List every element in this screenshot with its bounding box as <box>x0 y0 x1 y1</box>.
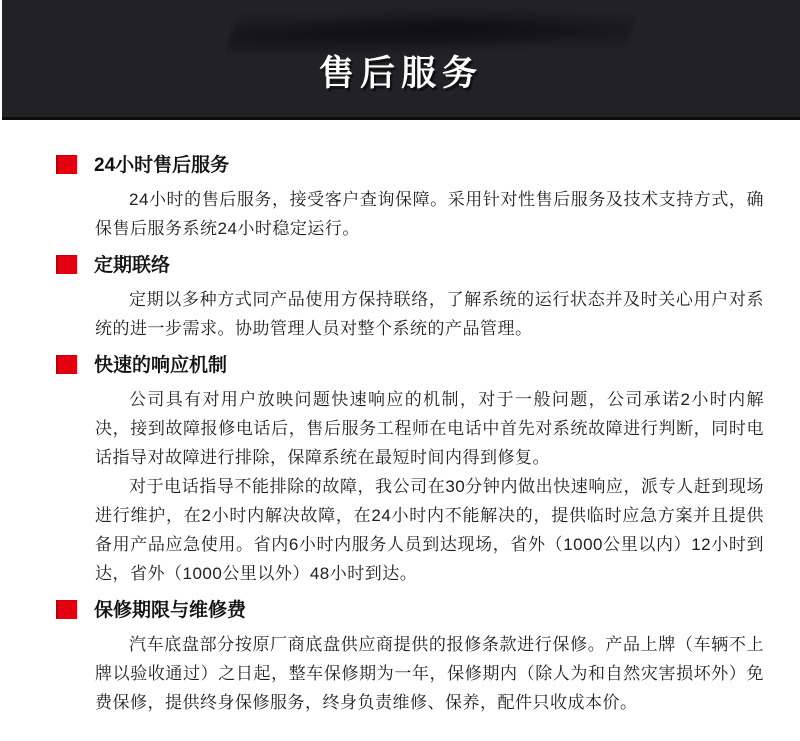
section-heading: 快速的响应机制 <box>94 355 228 376</box>
section-24h-after-sales <box>56 154 764 243</box>
red-square-bullet-icon <box>56 255 77 274</box>
section-paragraph: 对于电话指导不能排除的故障，我公司在30分钟内做出快速响应，派专人赶到现场进行维护，在2小时内解决故障，在24小时内不能解决的，提供临时应急方案并且提供备用产品应急使用。省内6小时内服务人员到达现场，省外（1000公里以内）12小时到达，省外（1000公里以外）48小时到达。 <box>95 477 764 583</box>
section-warranty-fees <box>56 599 764 717</box>
section-body <box>95 385 764 588</box>
section-heading: 保修期限与维修费 <box>94 600 247 621</box>
section-heading: 定期联络 <box>94 255 171 276</box>
red-square-bullet-icon <box>56 355 77 374</box>
page-title: 售后服务 <box>318 53 483 93</box>
section-heading-row <box>56 354 764 378</box>
content-area <box>0 120 800 717</box>
section-heading-row <box>56 254 764 278</box>
section-paragraph: 24小时的售后服务，接受客户查询保障。采用针对性售后服务及技术支持方式，确保售后服务系统24小时稳定运行。 <box>95 190 764 238</box>
section-heading: 24小时售后服务 <box>94 155 230 176</box>
section-body <box>95 185 764 243</box>
section-paragraph: 汽车底盘部分按原厂商底盘供应商提供的报修条款进行保修。产品上牌（车辆不上牌以验收通过）之日起，整车保修期为一年，保修期内（除人为和自然灾害损坏外）免费保修，提供终身保修服务，终身负责维修、保养，配件只收成本价。 <box>95 635 764 712</box>
section-heading-row <box>56 154 764 178</box>
section-body <box>95 285 764 343</box>
page-header <box>2 0 800 120</box>
red-square-bullet-icon <box>56 600 77 619</box>
section-body <box>95 630 764 717</box>
section-paragraph: 公司具有对用户放映问题快速响应的机制，对于一般问题，公司承诺2小时内解决，接到故障报修电话后，售后服务工程师在电话中首先对系统故障进行判断，同时电话指导对故障进行排除，保障系统在最短时间内得到修复。 <box>95 390 764 467</box>
red-square-bullet-icon <box>56 155 77 174</box>
section-regular-contact <box>56 254 764 343</box>
section-paragraph: 定期以多种方式同产品使用方保持联络，了解系统的运行状态并及时关心用户对系统的进一步需求。协助管理人员对整个系统的产品管理。 <box>95 290 764 338</box>
section-rapid-response <box>56 354 764 588</box>
section-heading-row <box>56 599 764 623</box>
